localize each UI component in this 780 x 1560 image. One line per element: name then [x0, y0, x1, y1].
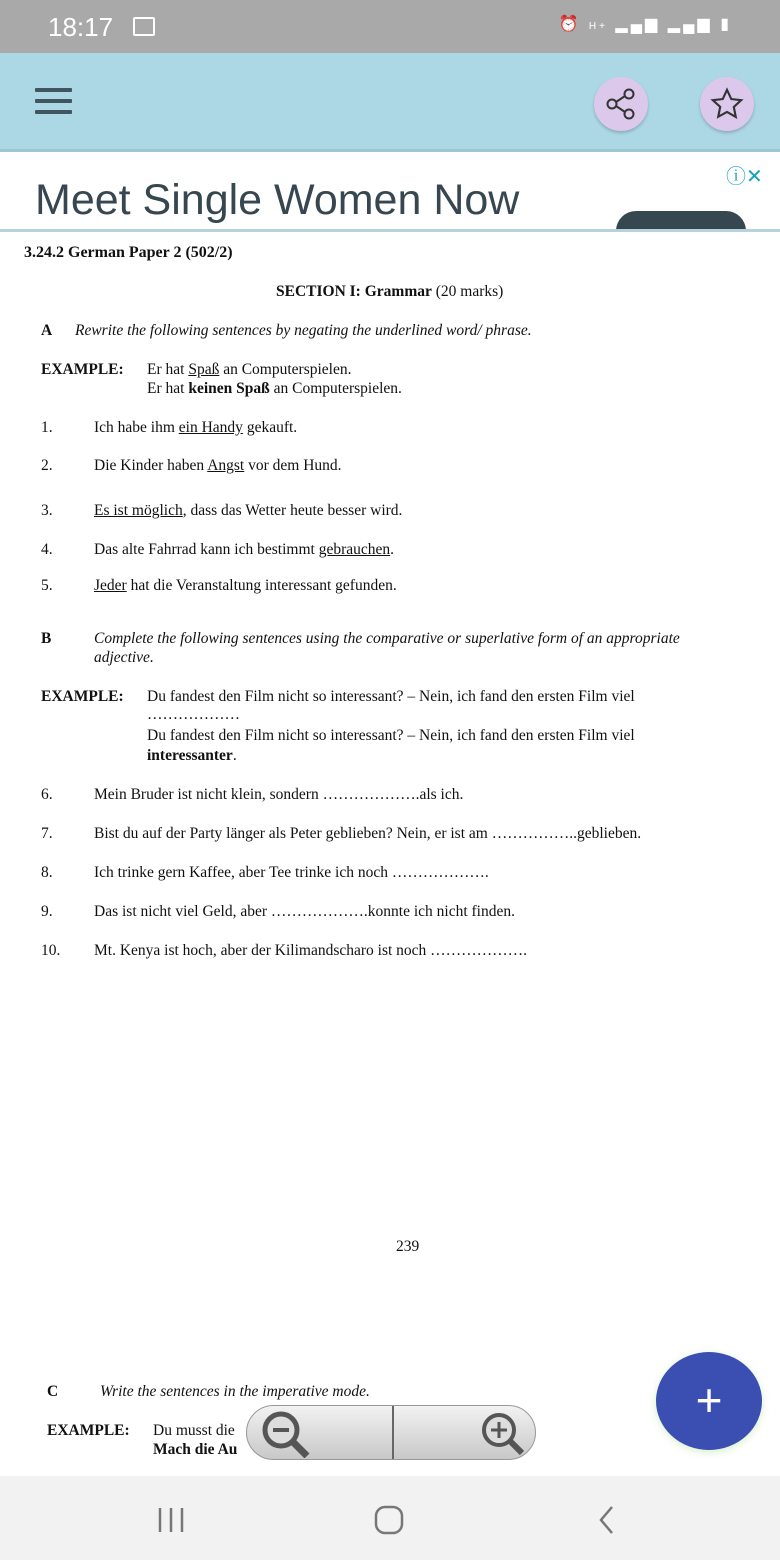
- ad-banner[interactable]: [0, 156, 780, 232]
- ad-headline[interactable]: Meet Single Women Now: [35, 176, 520, 224]
- battery-icon: ▮: [720, 16, 732, 33]
- zoom-controls: [246, 1405, 536, 1460]
- example-sentence: Er hat Spaß an Computerspielen.: [147, 361, 352, 378]
- section-title: SECTION I: Grammar: [276, 283, 432, 300]
- part-a-letter: A: [41, 322, 53, 339]
- gallery-notification-icon: [133, 17, 155, 36]
- network-type: H+: [588, 21, 608, 32]
- example-sentence: Du musst die: [153, 1422, 235, 1439]
- navigation-bar: [0, 1476, 780, 1560]
- back-icon[interactable]: [596, 1504, 618, 1536]
- status-icons: [559, 14, 733, 34]
- section-heading: [276, 283, 503, 301]
- part-a-instructions: Rewrite the following sentences by negating the underlined word/ phrase.: [75, 322, 532, 339]
- ad-info-close-icons[interactable]: ⓘ✕: [726, 166, 763, 188]
- part-b-instructions: Complete the following sentences using the comparative or superlative form of an appropriate: [94, 630, 680, 647]
- part-c-instructions: Write the sentences in the imperative mode.: [100, 1383, 370, 1400]
- example-answer: Du fandest den Film nicht so interessant? – Nein, ich fand den ersten Film viel: [147, 727, 635, 744]
- favorite-button[interactable]: [700, 77, 754, 131]
- part-b-letter: B: [41, 630, 52, 647]
- alarm-icon: ⏰: [558, 16, 582, 33]
- zoom-in-icon: [477, 1408, 527, 1458]
- part-b-instructions-2: adjective.: [94, 649, 154, 666]
- star-icon: [710, 87, 744, 121]
- clock: 18:17: [48, 12, 114, 42]
- example-answer: Er hat keinen Spaß an Computerspielen.: [147, 380, 402, 397]
- share-icon: [603, 86, 639, 122]
- example-blank: ………………: [147, 706, 240, 723]
- example-label: EXAMPLE:: [41, 688, 124, 705]
- page-number: 239: [396, 1238, 420, 1255]
- share-button[interactable]: [594, 77, 648, 131]
- signal-icon: ▂▄▆ ▂▄▆: [615, 16, 713, 33]
- recent-apps-icon[interactable]: [156, 1506, 186, 1534]
- doc-title: 3.24.2 German Paper 2 (502/2): [24, 244, 233, 261]
- example-label: EXAMPLE:: [41, 361, 124, 378]
- add-fab-button[interactable]: +: [656, 1352, 762, 1450]
- app-bar: [0, 53, 780, 152]
- zoom-in-button[interactable]: [394, 1406, 535, 1459]
- zoom-out-icon: [259, 1408, 315, 1458]
- part-c-letter: C: [47, 1383, 59, 1400]
- zoom-out-button[interactable]: [247, 1406, 394, 1459]
- home-icon[interactable]: [373, 1504, 405, 1536]
- ad-open-button[interactable]: [616, 211, 746, 232]
- menu-icon[interactable]: [35, 88, 72, 114]
- example-sentence: Du fandest den Film nicht so interessant? – Nein, ich fand den ersten Film viel: [147, 688, 635, 705]
- example-label: EXAMPLE:: [47, 1422, 130, 1439]
- example-answer: Mach die Au: [153, 1441, 238, 1458]
- example-answer-end: interessanter.: [147, 747, 237, 764]
- status-bar: [0, 0, 780, 53]
- section-marks: (20 marks): [431, 283, 504, 300]
